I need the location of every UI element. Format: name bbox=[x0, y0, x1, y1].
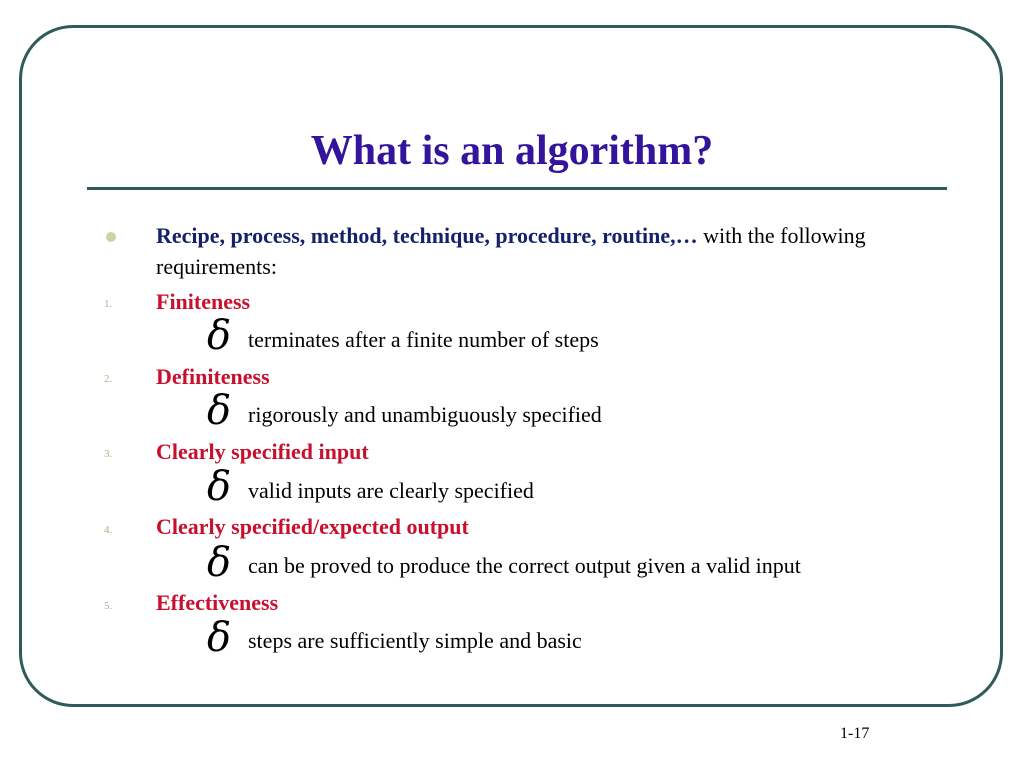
item-heading: Clearly specified input bbox=[156, 439, 369, 464]
item-heading: Effectiveness bbox=[156, 590, 279, 615]
page-number: 1-17 bbox=[840, 725, 870, 742]
item-detail: valid inputs are clearly specified bbox=[248, 478, 534, 503]
sub-bullet-icon: ẟ bbox=[207, 388, 232, 433]
item-heading: Finiteness bbox=[156, 289, 251, 314]
item-number: 5. bbox=[104, 600, 113, 612]
item-detail: can be proved to produce the correct output given a valid input bbox=[248, 553, 801, 578]
sub-bullet-icon: ẟ bbox=[207, 313, 232, 358]
intro-lead: Recipe, process, method, technique, procedure, routine,… bbox=[156, 223, 698, 248]
item-number: 3. bbox=[104, 448, 113, 460]
item-detail: rigorously and unambiguously specified bbox=[248, 402, 602, 427]
item-number: 4. bbox=[104, 524, 113, 536]
item-detail: steps are sufficiently simple and basic bbox=[248, 628, 582, 653]
intro-paragraph bbox=[156, 220, 976, 282]
sub-bullet-icon: ẟ bbox=[207, 464, 232, 509]
intro-rest: with the following requirements: bbox=[156, 223, 866, 279]
sub-bullet-icon: ẟ bbox=[207, 615, 232, 660]
item-heading: Clearly specified/expected output bbox=[156, 514, 469, 539]
bullet-dot-icon bbox=[106, 232, 116, 242]
item-number: 2. bbox=[104, 373, 113, 385]
slide-title: What is an algorithm? bbox=[310, 128, 714, 174]
sub-bullet-icon: ẟ bbox=[207, 540, 232, 585]
item-heading: Definiteness bbox=[156, 364, 270, 389]
item-number: 1. bbox=[104, 298, 113, 310]
item-detail: terminates after a finite number of steps bbox=[248, 327, 599, 352]
